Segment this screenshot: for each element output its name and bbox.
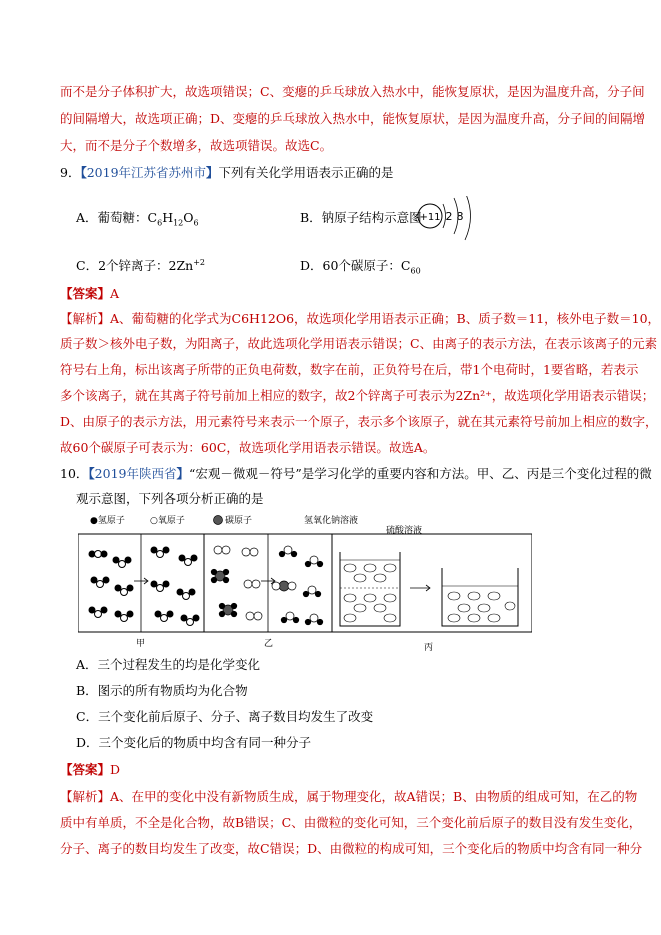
q10-answer: [60, 762, 120, 778]
q9-b-text: B．钠原子结构示意图: [300, 210, 422, 225]
question-stem: 下列有关化学用语表示正确的是: [218, 165, 394, 180]
q10-option-c: C．三个变化前后原子、分子、离子数目均发生了改变: [76, 709, 374, 724]
source-bracket-open: 【: [80, 165, 87, 180]
answer-value: D: [110, 762, 121, 777]
q10-option-a: A．三个过程发生的均是化学变化: [76, 657, 261, 672]
electron-shell-2: 8: [456, 210, 464, 223]
question-10-stem-2: 观示意图，下列各项分析正确的是: [76, 491, 264, 506]
q9-d-text: D．60个碳原子：C: [300, 258, 411, 273]
yi-molecules-after: [272, 546, 323, 625]
question-number: 9．: [60, 165, 81, 180]
q9-option-b: [300, 210, 422, 226]
label-jia: 甲: [136, 639, 146, 649]
q9-analysis-line: 多个该离子，就在其离子符号前加上相应的数字，故2个锌离子可表示为2Zn²⁺，故选项化学用语表示错误；: [60, 388, 655, 403]
electron-shell-1: 2: [445, 210, 453, 223]
carbon-legend-icon: [214, 516, 223, 525]
question-stem: “宏观－微观－符号”是学习化学的重要内容和方法。甲、乙、丙是三个变化过程的微: [189, 466, 652, 481]
label-yi: 乙: [264, 639, 274, 649]
q9-answer: [60, 286, 119, 302]
q9-c-sup: +2: [193, 257, 206, 267]
q9-a-sub: 6: [157, 218, 163, 228]
paragraph-line-3: 大，而不是分子个数增多，故选项错误。故选C。: [60, 138, 333, 153]
legend-carbon: 碳原子: [225, 516, 253, 526]
paragraph-line-2: 的间隔增大，故选项正确；D、变瘪的乒乓球放入热水中，能恢复原状，是因为温度升高，分子间的间隔增: [60, 111, 646, 126]
q10-analysis-line: 质中有单质，不全是化合物，故B错误；C、由微粒的变化可知，三个变化前后原子的数目没有发生变化，: [60, 815, 642, 830]
paragraph-line-1: 而不是分子体积扩大，故选项错误；C、变瘪的乒乓球放入热水中，能恢复原状，是因为温度升高，分子间: [60, 84, 645, 99]
label-bing: 丙: [424, 643, 434, 653]
q9-analysis-line: 【解析】A、葡萄糖的化学式为C6H12O6，故选项化学用语表示正确；B、质子数＝11，核外电子数＝10，: [60, 311, 661, 326]
ions-before: [344, 564, 396, 622]
legend-h2so4: 硫酸溶液: [386, 526, 423, 536]
answer-value: A: [110, 286, 120, 301]
jia-molecules-before: [89, 551, 134, 622]
question-source: 2019年江苏省苏州市: [86, 165, 207, 180]
q9-option-a: [76, 210, 199, 226]
beaker-before: [340, 552, 400, 626]
q9-a-sub: 6: [193, 218, 199, 228]
q9-analysis-line: D、由原子的表示方法，用元素符号来表示一个原子，表示多个该原子，就在其元素符号前加上相应的数字，: [60, 414, 658, 429]
source-bracket-close: 】: [176, 466, 189, 481]
question-source: 2019年陕西省: [94, 466, 177, 481]
q9-d-sub: 60: [410, 266, 421, 276]
q9-a-sub: 12: [173, 218, 184, 228]
q9-option-c: [76, 258, 205, 274]
question-number: 10．: [60, 466, 89, 481]
q9-option-d: [300, 258, 421, 274]
answer-label: 【答案】: [60, 762, 111, 777]
yi-molecules-before: [211, 546, 262, 620]
sodium-atom-structure-diagram: [416, 196, 476, 242]
source-bracket-open: 【: [88, 466, 95, 481]
q9-c-text: C．2个锌离子：2Zn: [76, 258, 194, 273]
legend-naoh: 氢氧化钠溶液: [304, 516, 359, 526]
q10-option-d: D．三个变化后的物质中均含有同一种分子: [76, 735, 312, 750]
panel-bing: [332, 534, 532, 632]
microscopic-diagram: [78, 514, 532, 654]
q9-a-text: A．葡萄糖：C: [76, 210, 158, 225]
question-10-title: [60, 466, 652, 482]
nucleus-charge: +11: [419, 212, 441, 223]
ions-after: [448, 592, 515, 622]
q10-analysis-line: 【解析】A、在甲的变化中没有新物质生成，属于物理变化，故A错误；B、由物质的组成可知，在乙的物: [60, 789, 638, 804]
q9-analysis-line: 符号右上角，标出该离子所带的正负电荷数，数字在前，正负符号在后，带1个电荷时，1要省略，若表示: [60, 362, 639, 377]
jia-molecules-after: [151, 547, 200, 626]
question-9-title: [60, 165, 394, 181]
source-bracket-close: 】: [206, 165, 219, 180]
q9-analysis-line: 质子数＞核外电子数，为阳离子，故此选项化学用语表示错误；C、由离子的表示方法，在表示该离子的元素: [60, 336, 658, 351]
q9-a-o: O: [183, 210, 194, 225]
q10-option-b: B．图示的所有物质均为化合物: [76, 683, 248, 698]
legend-oxygen: ○氧原子: [150, 516, 185, 526]
answer-label: 【答案】: [60, 286, 111, 301]
q9-a-h: H: [162, 210, 174, 225]
legend-hydrogen: ●氢原子: [90, 516, 125, 526]
q9-analysis-line: 故60个碳原子可表示为：60C，故选项化学用语表示错误。故选A。: [60, 440, 436, 455]
q10-analysis-line: 分子、离子的数目均发生了改变，故C错误；D、由微粒的构成可知，三个变化后的物质中均含有同一种分: [60, 841, 643, 856]
